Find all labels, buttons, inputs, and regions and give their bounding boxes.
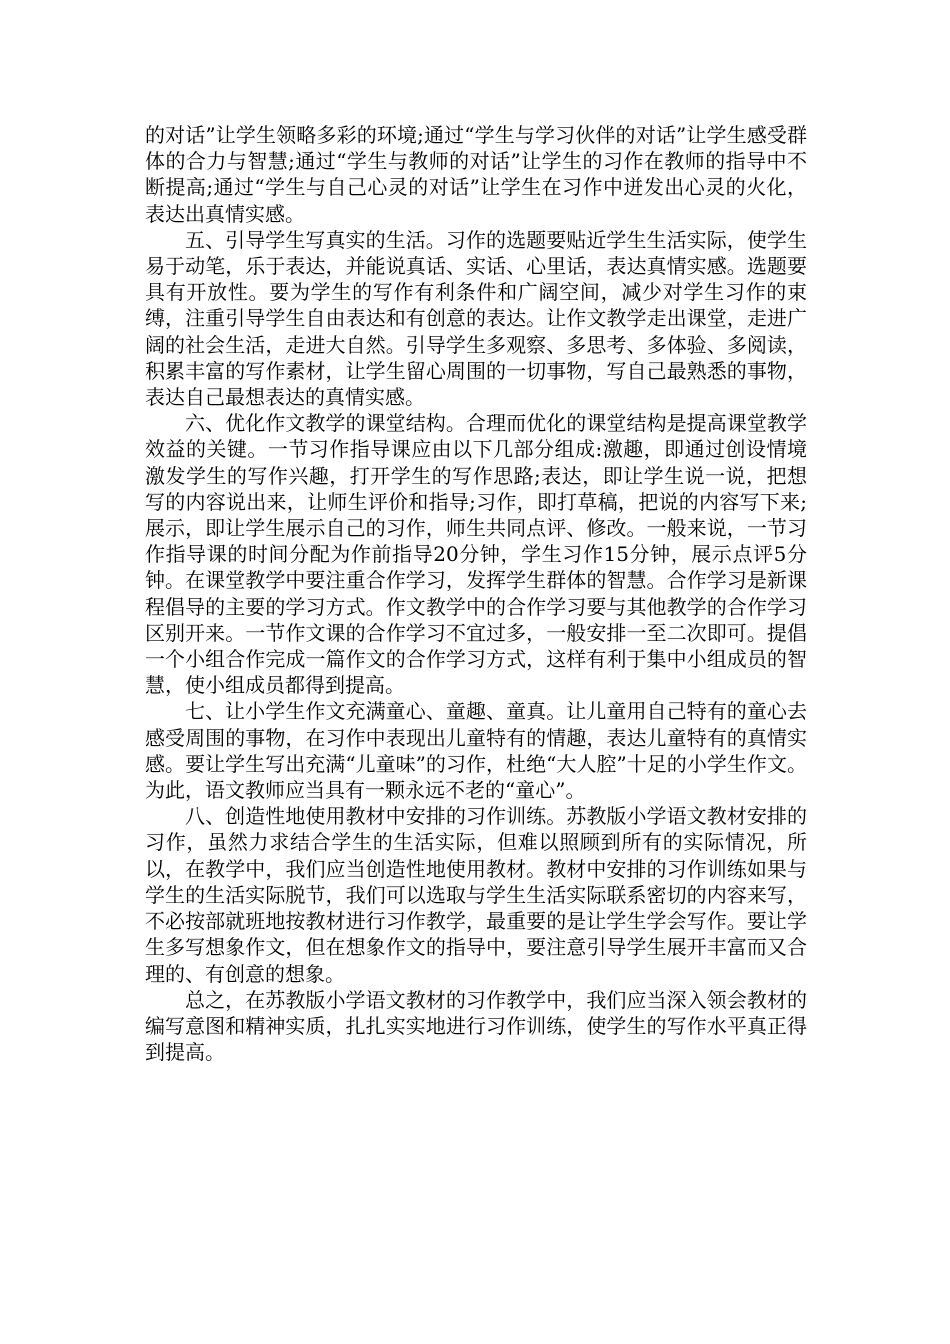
paragraph-continuation: 的对话”让学生领略多彩的环境;通过“学生与学习伙伴的对话”让学生感受群体的合力与智慧;通过“学生与教师的对话”让学生的习作在教师的指导中不断提高;通过“学生与自己心灵的对话”让学生在习作中迸发出心灵的火化，表达出真情实感。	[145, 123, 807, 226]
paragraph-conclusion: 总之，在苏教版小学语文教材的习作教学中，我们应当深入领会教材的编写意图和精神实质，扎扎实实地进行习作训练，使学生的写作水平真正得到提高。	[145, 987, 807, 1065]
paragraph-section-5: 五、引导学生写真实的生活。习作的选题要贴近学生生活实际，使学生易于动笔，乐于表达，并能说真话、实话、心里话，表达真情实感。选题要具有开放性。要为学生的写作有利条件和广阔空间，减少对学生习作的束缚，注重引导学生自由表达和有创意的表达。让作文教学走出课堂，走进广阔的社会生活，走进大自然。引导学生多观察、多思考、多体验、多阅读，积累丰富的写作素材，让学生留心周围的一切事物，写自己最熟悉的事物，表达自己最想表达的真情实感。	[145, 227, 807, 410]
paragraph-section-6: 六、优化作文教学的课堂结构。合理而优化的课堂结构是提高课堂教学效益的关键。一节习作指导课应由以下几部分组成:激趣，即通过创设情境激发学生的写作兴趣，打开学生的写作思路;表达，即让学生说一说，把想写的内容说出来，让师生评价和指导;习作，即打草稿，把说的内容写下来;展示，即让学生展示自己的习作，师生共同点评、修改。一般来说，一节习作指导课的时间分配为作前指导20分钟，学生习作15分钟，展示点评5分钟。在课堂教学中要注重合作学习，发挥学生群体的智慧。合作学习是新课程倡导的主要的学习方式。作文教学中的合作学习要与其他教学的合作学习区别开来。一节作文课的合作学习不宜过多，一般安排一至二次即可。提倡一个小组合作完成一篇作文的合作学习方式，这样有利于集中小组成员的智慧，使小组成员都得到提高。	[145, 411, 807, 698]
paragraph-section-8: 八、创造性地使用教材中安排的习作训练。苏教版小学语文教材安排的习作，虽然力求结合学生的生活实际，但难以照顾到所有的实际情况，所以，在教学中，我们应当创造性地使用教材。教材中安排的习作训练如果与学生的生活实际脱节，我们可以选取与学生生活实际联系密切的内容来写，不必按部就班地按教材进行习作教学，最重要的是让学生学会写作。要让学生多写想象作文，但在想象作文的指导中，要注意引导学生展开丰富而又合理的、有创意的想象。	[145, 804, 807, 986]
document-body	[145, 122, 807, 1065]
paragraph-section-7: 七、让小学生作文充满童心、童趣、童真。让儿童用自己特有的童心去感受周围的事物，在习作中表现出儿童特有的情趣，表达儿童特有的真情实感。要让学生写出充满“儿童味”的习作，杜绝“大人腔”十足的小学生作文。为此，语文教师应当具有一颗永远不老的“童心”。	[145, 699, 807, 803]
